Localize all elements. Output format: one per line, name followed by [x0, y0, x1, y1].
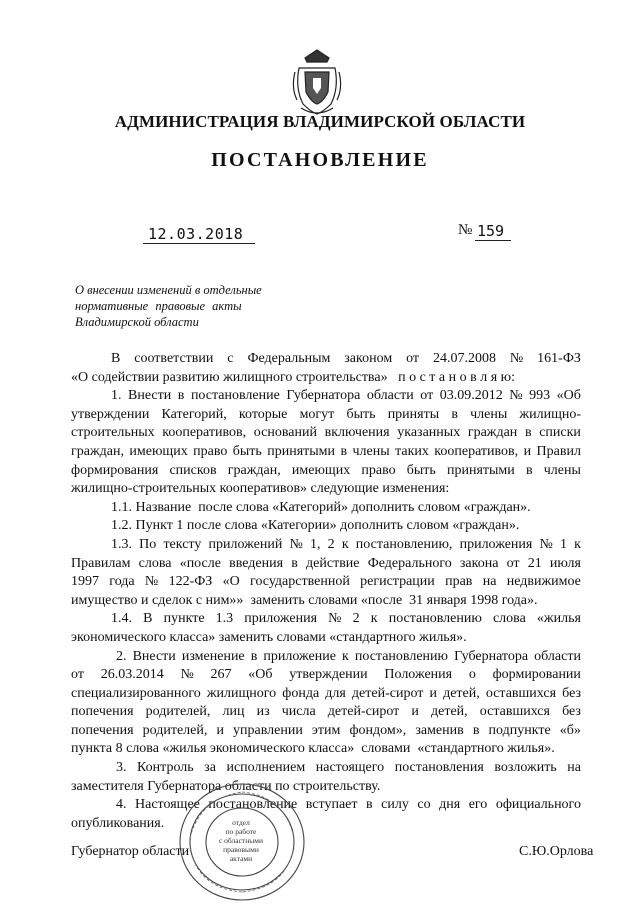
- body-word: утверждении: [71, 406, 150, 422]
- body-line: имущество и сделок с ним»» заменить словами «после 31 января 1998 года».: [71, 592, 538, 608]
- body-word: введения: [229, 555, 284, 571]
- number-underline: [475, 240, 511, 241]
- body-word: постановления: [394, 760, 484, 776]
- body-word: оснований: [253, 425, 317, 441]
- body-word: и: [216, 722, 224, 738]
- body-word: Правил: [536, 443, 581, 459]
- body-word: 4.: [116, 797, 127, 813]
- body-word: жилищно-: [519, 406, 581, 422]
- body-word: детей,: [443, 685, 480, 701]
- body-word: настоящего: [315, 760, 385, 776]
- document-subject: [75, 282, 285, 330]
- body-word: для: [325, 685, 346, 701]
- body-word: в: [250, 648, 258, 664]
- body-word: 993: [529, 388, 551, 404]
- body-word: фондом»,: [349, 722, 407, 738]
- body-word: дня: [439, 797, 461, 813]
- body-word: формировании: [492, 667, 581, 683]
- body-word: Губернатора: [454, 648, 529, 664]
- body-word: Внести: [132, 648, 176, 664]
- body-line: экономического класса» заменить словами «стандартного жилья».: [71, 629, 467, 645]
- body-word: на: [482, 574, 497, 590]
- body-word: быть: [232, 443, 262, 459]
- body-word: строительных: [71, 425, 155, 441]
- body-word: числа: [281, 704, 316, 720]
- body-word: о: [468, 667, 476, 683]
- body-word: указанных: [397, 425, 461, 441]
- subject-line: нормативные правовые акты: [75, 299, 242, 313]
- body-word: «О: [222, 574, 240, 590]
- body-line: [71, 462, 581, 481]
- subject-line: Владимирской области: [75, 315, 199, 329]
- body-line: пункта 8 слова «жилья экономического класса» словами «стандартного жилья».: [71, 741, 555, 757]
- body-line: заместителя Губернатора области по строительству.: [71, 778, 381, 794]
- body-line: [71, 666, 581, 685]
- body-word: быть: [406, 462, 436, 478]
- number-label: №: [458, 222, 473, 238]
- body-word: действие: [306, 555, 360, 571]
- body-word: закона: [459, 555, 499, 571]
- coat-of-arms-emblem-icon: [291, 48, 343, 116]
- body-line: [71, 796, 581, 815]
- body-word: №: [289, 536, 303, 552]
- body-word: №: [509, 388, 523, 404]
- stamp-line: правовыми: [223, 845, 259, 854]
- body-line: 1.1. Название после слова «Категорий» дополнить словом «граждан».: [111, 499, 531, 515]
- body-word: в: [340, 443, 348, 459]
- body-word: 2: [327, 536, 335, 552]
- body-line: [71, 443, 581, 462]
- body-word: принятыми: [267, 443, 336, 459]
- document-date: 12.03.2018: [148, 225, 244, 243]
- body-word: в: [525, 462, 533, 478]
- body-word: постановление: [190, 388, 280, 404]
- body-line: [71, 610, 581, 629]
- body-word: 03.09.2012: [439, 388, 503, 404]
- body-word: за: [204, 760, 216, 776]
- body-word: заменив: [415, 722, 464, 738]
- body-word: 1.4.: [111, 611, 132, 627]
- body-word: 3.: [116, 760, 127, 776]
- body-word: могут: [299, 406, 335, 422]
- body-line: [71, 573, 581, 592]
- organization-title: АДМИНИСТРАЦИЯ ВЛАДИМИРСКОЙ ОБЛАСТИ: [114, 112, 526, 131]
- body-word: детей,: [430, 704, 468, 720]
- body-word: №: [144, 574, 159, 590]
- body-word: в: [451, 406, 458, 422]
- body-word: 21: [527, 555, 542, 571]
- body-line: [71, 722, 581, 741]
- body-word: управлении: [233, 722, 303, 738]
- body-word: и: [411, 704, 419, 720]
- body-word: 122-ФЗ: [168, 574, 213, 590]
- body-word: 1.3: [215, 611, 234, 627]
- body-word: право: [361, 462, 396, 478]
- stamp-line: по работе: [225, 827, 257, 836]
- body-word: «б»: [559, 722, 581, 738]
- body-word: 2: [352, 611, 360, 627]
- body-line: [71, 387, 581, 406]
- signatory-position: Губернатор области: [71, 844, 190, 859]
- body-line: [71, 406, 581, 425]
- stamp-line: с областными: [218, 836, 264, 845]
- body-word: к: [341, 536, 349, 552]
- body-word: постановлению: [388, 611, 482, 627]
- body-word: июля: [549, 555, 581, 571]
- body-word: к: [342, 648, 349, 664]
- body-word: граждан: [467, 425, 518, 441]
- body-word: По: [139, 536, 157, 552]
- date-underline: [143, 243, 255, 244]
- body-word: области: [534, 648, 581, 664]
- body-line: [71, 759, 581, 778]
- body-word: 161-ФЗ: [537, 351, 581, 366]
- body-word: 1: [560, 536, 567, 552]
- body-word: родителей,: [145, 704, 211, 720]
- body-line: «О содействии развитию жилищного строительства» п о с т а н о в л я ю:: [71, 369, 515, 385]
- body-word: 267: [210, 667, 232, 683]
- body-word: недвижимое: [506, 574, 581, 590]
- body-word: жилищного: [206, 685, 277, 701]
- document-number: 159: [477, 222, 505, 240]
- body-word: граждан,: [71, 443, 124, 459]
- body-word: 26.03.2014: [100, 667, 164, 683]
- body-word: попечения: [71, 704, 134, 720]
- body-word: слова: [138, 555, 172, 571]
- body-line: 1.2. Пункт 1 после слова «Категории» дополнить словом «граждан».: [111, 518, 520, 534]
- body-word: формирования: [71, 462, 159, 478]
- body-word: 24.07.2008: [432, 351, 496, 366]
- body-word: со: [417, 797, 431, 813]
- body-word: официального: [495, 797, 581, 813]
- body-word: в: [472, 722, 480, 738]
- stamp-line: отдел: [232, 818, 250, 827]
- body-word: к: [574, 536, 581, 552]
- body-word: включения: [324, 425, 390, 441]
- body-word: В: [111, 351, 121, 366]
- body-word: возложить: [494, 760, 557, 776]
- body-word: специализированного: [71, 685, 201, 701]
- body-word: в: [366, 797, 373, 813]
- body-word: Категорий,: [161, 406, 227, 422]
- body-word: списки: [539, 425, 581, 441]
- body-word: детей-сирот: [327, 704, 400, 720]
- body-word: постановление: [208, 797, 298, 813]
- body-word: Губернатора: [286, 388, 361, 404]
- body-word: года: [109, 574, 135, 590]
- body-word: таких: [395, 443, 429, 459]
- body-word: приложение: [263, 648, 336, 664]
- body-word: соответствии: [134, 351, 214, 366]
- body-word: государственной: [250, 574, 350, 590]
- body-word: исполнением: [226, 760, 306, 776]
- body-word: Федерального: [367, 555, 452, 571]
- body-word: фонда: [282, 685, 320, 701]
- body-word: слова: [492, 611, 526, 627]
- stamp-line: актами: [229, 854, 253, 863]
- body-word: члены: [543, 462, 581, 478]
- body-word: члены: [470, 406, 508, 422]
- body-line: [71, 350, 581, 369]
- body-word: на: [567, 760, 581, 776]
- body-word: имеющих: [291, 462, 351, 478]
- body-line: жилищно-строительных кооперативов» следующие изменения:: [71, 481, 450, 497]
- body-word: в: [524, 425, 532, 441]
- body-word: приняты: [387, 406, 440, 422]
- body-word: граждан,: [227, 462, 281, 478]
- body-word: от: [420, 388, 434, 404]
- body-word: постановлению,: [355, 536, 453, 552]
- body-word: к: [370, 611, 378, 627]
- body-word: детей-сирот: [351, 685, 424, 701]
- body-word: 2.: [116, 648, 127, 664]
- body-word: законом: [344, 351, 393, 366]
- body-word: регистрации: [360, 574, 435, 590]
- body-word: в: [291, 555, 298, 571]
- body-word: прав: [445, 574, 473, 590]
- body-line: опубликования.: [71, 815, 165, 831]
- body-word: Контроль: [137, 760, 194, 776]
- body-word: кооперативов,: [162, 425, 247, 441]
- body-word: №: [328, 611, 342, 627]
- body-word: области: [366, 388, 414, 404]
- signatory-name: С.Ю.Орлова: [519, 844, 594, 859]
- body-word: «жилья: [536, 611, 581, 627]
- body-word: №: [539, 536, 553, 552]
- document-body: [71, 350, 581, 833]
- body-word: Настоящее: [135, 797, 200, 813]
- body-word: вступает: [305, 797, 358, 813]
- body-word: подпункте: [488, 722, 551, 738]
- body-word: этим: [311, 722, 341, 738]
- body-word: из: [256, 704, 270, 720]
- body-word: члены: [352, 443, 390, 459]
- body-word: кооперативов,: [434, 443, 519, 459]
- body-word: лиц: [222, 704, 245, 720]
- body-word: в: [177, 388, 185, 404]
- body-word: списков: [169, 462, 217, 478]
- body-word: «Об: [248, 667, 273, 683]
- body-word: пункте: [163, 611, 205, 627]
- body-word: от: [406, 351, 420, 366]
- body-word: 1,: [310, 536, 321, 552]
- body-line: [71, 555, 581, 574]
- body-word: «после: [179, 555, 221, 571]
- body-word: №: [509, 351, 524, 366]
- body-line: [71, 536, 581, 555]
- body-word: приложений: [208, 536, 283, 552]
- body-word: без: [562, 704, 581, 720]
- body-line: [71, 685, 581, 704]
- body-word: Внести: [128, 388, 172, 404]
- body-word: имеющих: [129, 443, 188, 459]
- body-word: быть: [346, 406, 376, 422]
- body-line: [71, 424, 581, 443]
- body-word: В: [143, 611, 153, 627]
- body-word: от: [71, 667, 84, 683]
- body-line: [71, 648, 581, 667]
- body-word: от: [506, 555, 520, 571]
- body-word: его: [468, 797, 488, 813]
- body-word: и: [429, 685, 437, 701]
- body-word: без: [562, 685, 581, 701]
- body-word: силу: [381, 797, 409, 813]
- body-word: попечения: [71, 722, 134, 738]
- body-word: №: [180, 667, 194, 683]
- body-word: утверждении: [289, 667, 368, 683]
- body-word: которые: [238, 406, 288, 422]
- body-word: Федеральным: [247, 351, 331, 366]
- body-word: оставшихся: [479, 704, 550, 720]
- body-word: «Об: [556, 388, 581, 404]
- subject-line: О внесении изменений в отдельные: [75, 283, 262, 297]
- body-word: и: [523, 443, 532, 459]
- body-word: с: [227, 351, 234, 366]
- body-word: 1.: [111, 388, 122, 404]
- body-word: оставшихся: [485, 685, 557, 701]
- body-word: Положения: [384, 667, 453, 683]
- body-word: приложения: [244, 611, 318, 627]
- body-word: принятыми: [446, 462, 515, 478]
- body-word: приложения: [459, 536, 533, 552]
- body-word: Правилам: [71, 555, 131, 571]
- body-word: право: [193, 443, 228, 459]
- body-word: тексту: [163, 536, 202, 552]
- document-type-title: ПОСТАНОВЛЕНИЕ: [211, 149, 429, 171]
- body-word: постановлению: [354, 648, 448, 664]
- body-word: изменение: [181, 648, 245, 664]
- stamp-inner-text: [210, 818, 272, 863]
- body-line: [71, 703, 581, 722]
- body-word: 1.3.: [111, 536, 132, 552]
- body-word: родителей,: [142, 722, 208, 738]
- body-word: 1997: [71, 574, 99, 590]
